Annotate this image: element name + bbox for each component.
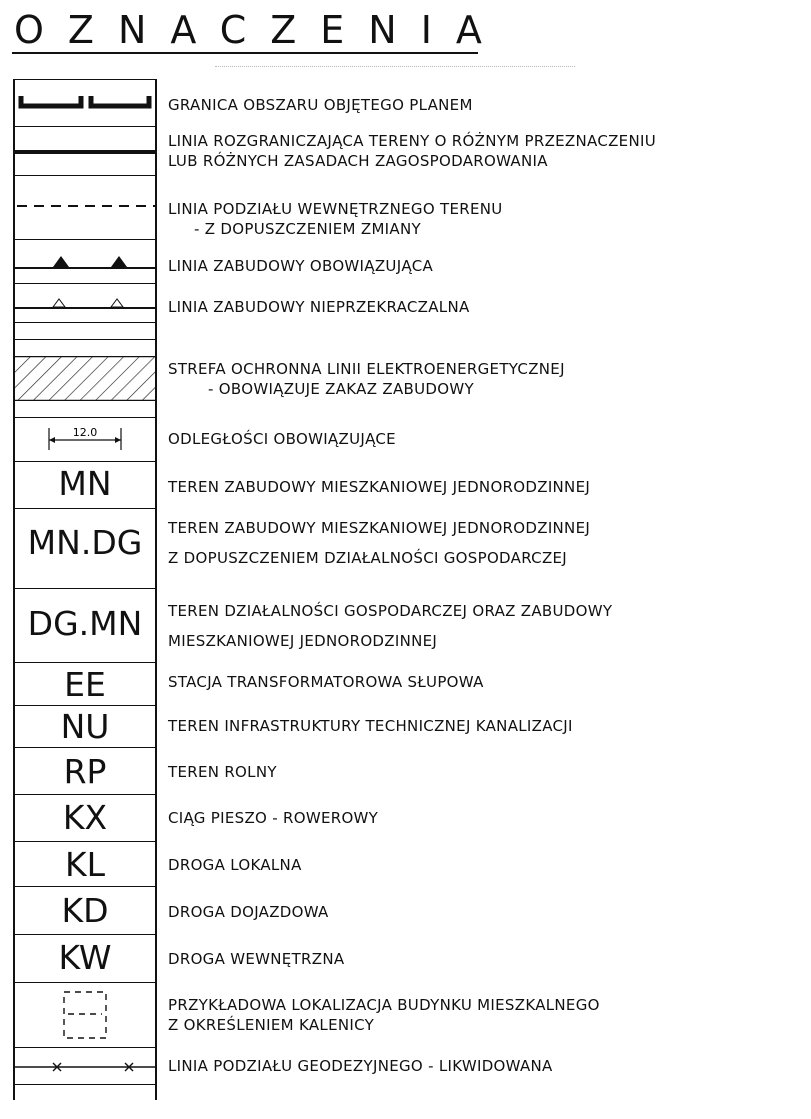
legend-label-distances: ODLEGŁOŚCI OBOWIĄZUJĄCE — [168, 430, 396, 448]
legend-title: OZNACZENIA — [14, 8, 506, 52]
row-divider — [13, 662, 157, 663]
legend-label-dg-mn: TEREN DZIAŁALNOŚCI GOSPODARCZEJ ORAZ ZABUDOWY MIESZKANIOWEJ JEDNORODZINNEJ — [168, 602, 613, 651]
protection-zone-hatch-symbol — [15, 356, 155, 401]
legend-label-rp: TEREN ROLNY — [168, 763, 277, 781]
code-kw: KW — [58, 938, 112, 977]
code-nu: NU — [60, 707, 110, 746]
building-location-symbol — [15, 986, 155, 1044]
code-kx: KX — [62, 798, 108, 837]
row-divider — [13, 126, 157, 127]
legend-label-kd: DROGA DOJAZDOWA — [168, 903, 329, 921]
row-divider — [13, 1084, 157, 1085]
row-divider — [13, 175, 157, 176]
legend-label-mn: TEREN ZABUDOWY MIESZKANIOWEJ JEDNORODZINNEJ — [168, 478, 591, 496]
row-divider — [13, 322, 157, 323]
dimension-value: 12.0 — [72, 426, 98, 439]
row-divider — [13, 588, 157, 589]
row-divider — [13, 283, 157, 284]
demarcation-line-symbol — [15, 148, 155, 156]
plan-boundary-symbol — [15, 88, 155, 116]
internal-division-line-symbol — [15, 202, 155, 210]
row-divider — [13, 339, 157, 340]
row-divider — [13, 841, 157, 842]
row-divider — [13, 705, 157, 706]
legend-label-internal-division: LINIA PODZIAŁU WEWNĘTRZNEGO TERENU - Z DOPUSZCZENIEM ZMIANY — [168, 200, 503, 239]
row-divider — [13, 79, 157, 80]
legend-label-building-location: PRZYKŁADOWA LOKALIZACJA BUDYNKU MIESZKALNEGO Z OKREŚLENIEM KALENICY — [168, 996, 600, 1035]
code-kd: KD — [61, 891, 109, 930]
legend-label-kl: DROGA LOKALNA — [168, 856, 302, 874]
row-divider — [13, 747, 157, 748]
title-underline — [12, 52, 478, 54]
faint-divider — [215, 66, 575, 68]
row-divider — [13, 886, 157, 887]
code-rp: RP — [63, 752, 107, 791]
mandatory-building-line-symbol — [15, 252, 155, 272]
legend-label-demarcation: LINIA ROZGRANICZAJĄCA TERENY O RÓŻNYM PRZEZNACZENIU LUB RÓŻNYCH ZASADACH ZAGOSPODAROWANIA — [168, 132, 656, 171]
legend-label-plan-boundary: GRANICA OBSZARU OBJĘTEGO PLANEM — [168, 96, 473, 114]
row-divider — [13, 239, 157, 240]
legend-label-ee: STACJA TRANSFORMATOROWA SŁUPOWA — [168, 673, 484, 691]
code-ee: EE — [64, 665, 106, 704]
code-dg-mn: DG.MN — [27, 604, 143, 643]
row-divider — [13, 982, 157, 983]
legend-label-maximum-line: LINIA ZABUDOWY NIEPRZEKRACZALNA — [168, 298, 470, 316]
legend-label-kx: CIĄG PIESZO - ROWEROWY — [168, 809, 379, 827]
legend-label-kw: DROGA WEWNĘTRZNA — [168, 950, 345, 968]
dimension-symbol — [15, 420, 155, 456]
legend-label-mn-dg: TEREN ZABUDOWY MIESZKANIOWEJ JEDNORODZINNEJ Z DOPUSZCZENIEM DZIAŁALNOŚCI GOSPODARCZEJ — [168, 519, 591, 568]
legend-label-mandatory-line: LINIA ZABUDOWY OBOWIĄZUJĄCA — [168, 257, 434, 275]
legend-label-nu: TEREN INFRASTRUKTURY TECHNICZNEJ KANALIZACJI — [168, 717, 573, 735]
row-divider — [13, 417, 157, 418]
row-divider — [13, 461, 157, 462]
row-divider — [13, 794, 157, 795]
row-divider — [13, 508, 157, 509]
row-divider — [13, 1047, 157, 1048]
row-divider — [13, 934, 157, 935]
code-kl: KL — [64, 845, 106, 884]
legend-label-protection-zone: STREFA OCHRONNA LINII ELEKTROENERGETYCZNEJ - OBOWIĄZUJE ZAKAZ ZABUDOWY — [168, 360, 565, 399]
legend-label-geodetic-line: LINIA PODZIAŁU GEODEZYJNEGO - LIKWIDOWANA — [168, 1057, 553, 1075]
code-mn: MN — [58, 464, 112, 503]
code-mn-dg: MN.DG — [27, 523, 143, 562]
geodetic-division-line-symbol — [15, 1062, 155, 1072]
maximum-building-line-symbol — [15, 293, 155, 313]
